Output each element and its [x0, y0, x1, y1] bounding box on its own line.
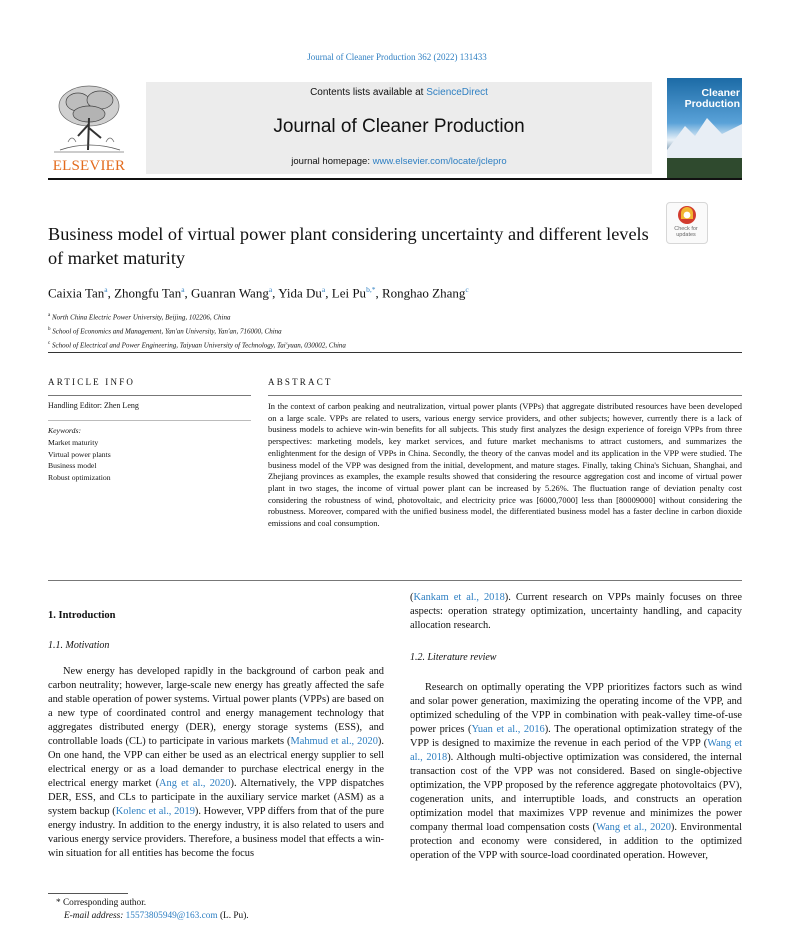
author-name[interactable]: Caixia Tan: [48, 285, 105, 301]
author-name[interactable]: Guanran Wang: [191, 285, 269, 301]
keyword: Robust optimization: [48, 472, 111, 482]
author-affiliation-mark[interactable]: a: [104, 285, 108, 294]
affiliation-list: [48, 310, 748, 351]
body-paragraph: New energy has developed rapidly in the background of carbon peak and carbon neutrality; however, large-scale new energy has greatly affected the safe and stable operation of power systems. Virtual power plants (VPPs) are based on a new type of coordinated control and energy management technology that aggregates distributed energy (DER), energy storage systems (ESS), and controllable loads (CL) to participate in various markets (Mahmud et al., 2020). On one hand, the VPP can either be used as an electrical energy supplier to sell electrical energy or as a load demander to purchase electrical energy in the electrical energy market (Ang et al., 2020). Alternatively, the VPP dispatches DER, ESS, and CLs to participate in the auxiliary service market (ASM) as a system backup (Kolenc et al., 2019). However, VPP differs from that of the pure energy industry. In addition to the energy industry, it is also related to users and various energy service providers. Therefore, a business model that effects a win-win situation for all entities has become the focus: [48, 666, 384, 859]
elsevier-wordmark[interactable]: ELSEVIER: [52, 158, 126, 174]
article-title: Business model of virtual power plant considering uncertainty and different levels of market maturity: [48, 224, 649, 268]
handling-editor: Handling Editor: Zhen Leng: [48, 401, 139, 410]
author-list: Caixia Tan$^a$, Zhongfu Tan$^a$, Guanran Wang$^a$, Yida Du$^a$, Lei $Pu^{b,*}$, Ronghao Zhang$^c$: [48, 285, 469, 301]
divider: [48, 580, 742, 581]
citation-link[interactable]: Yuan et al., 2016: [471, 724, 545, 735]
keywords-label: Keywords:: [48, 426, 82, 435]
body-paragraph: Research on optimally operating the VPP prioritizes factors such as wind and solar power generation, maximizing the operating income of the VPP, and optimized scheduling of the VPP in combination with peak-valley time-of-use power prices (Yuan et al., 2016). The operational optimization strategy of the VPP is designed to maximize the revenue in each period of the VPP (Wang et al., 2018). Although multi-objective optimization was considered, the internal transaction cost of the VPP was not considered. Based on single-objective optimization, the VPP proposed by the reference aggregate photovoltaics (PV), cogeneration units, and interruptible loads, and constructs an operation optimization model that maximizes VPP revenue and minimizes the power company thermal load compensation costs (Wang et al., 2020). Environmental protection and economy were considered, in addition to the optimized operation of the VPP with source-load coordinated operation. However,: [410, 682, 743, 861]
author-name[interactable]: Ronghao Zhang: [381, 285, 466, 301]
email-footnote: E-mail address: 15573805949@163.com (L. Pu).: [64, 911, 249, 921]
citation-link[interactable]: Wang et al., 2020: [596, 822, 671, 833]
citation-link[interactable]: Mahmud et al., 2020: [290, 736, 378, 747]
divider: [48, 420, 251, 421]
affiliation: $^c$ School of Electrical and Power Engineering, Taiyuan University of Technology, Tai'yuan, 030002, China: [48, 340, 346, 349]
divider: [268, 395, 742, 396]
abstract-text: In the context of carbon peaking and neutralization, virtual power plants (VPPs) that aggregate distributed resources have been developed on a large scale. VPPs are related to users, various energy service providers, and other subjects; however, currently there is a lack of business models to achieve win-win benefits for all subjects. This study first analyzes the design experience of foreign VPPs from three perspectives: marketing models, key market services, and future market mechanisms to attract customers, and summarizes the enlightenment for the design of VPPs in China. Secondly, the theory of the canvas model and its application in the VPP were studied. The business model of the VPP was designed from the initial, development, and mature stages. Finally, taking China's Sichuan, Shanghai, and Zhejiang provinces as examples, the example results showed that considering the resource aggregation cost and income of virtual power plant in two stages, the income of virtual power plant can be increased by 5.26%. The fluctuation range of deviation penalty cost considering the robustness of wind, photovoltaic, and electricity price was [6000,7000] less than [80009000] without considering the robustness. Moreover, compared with the unified business model, the differentiated business model has a faster decline in carbon dioxide emissions and coal consumption.: [268, 401, 742, 529]
keyword: Business model: [48, 461, 97, 470]
keyword: Virtual power plants: [48, 449, 111, 459]
section-heading-introduction: 1. Introduction: [48, 610, 116, 621]
author-name[interactable]: Lei Pu: [331, 285, 367, 301]
corresponding-author-note: * Corresponding author.: [56, 898, 147, 908]
divider: [48, 395, 251, 396]
journal-name[interactable]: Journal of Cleaner Production: [273, 116, 525, 137]
cover-title: Cleaner Production: [684, 87, 740, 110]
homepage-link[interactable]: www.elsevier.com/locate/jclepro: [372, 156, 507, 167]
check-for-updates-label: Check for updates: [674, 226, 698, 238]
affiliation: $^a$ North China Electric Power University, Beijing, 102206, China: [48, 313, 231, 322]
header-rule: [48, 178, 742, 180]
sciencedirect-link[interactable]: ScienceDirect: [426, 87, 488, 98]
author-affiliation-mark[interactable]: b,*: [366, 285, 376, 294]
citation-link[interactable]: Wang et al., 2018: [410, 738, 742, 763]
journal-citation[interactable]: Journal of Cleaner Production 362 (2022) 131433: [307, 52, 487, 62]
affiliation: $^b$ School of Economics and Management, Yan'an University, Yan'an, 716000, China: [48, 326, 282, 336]
citation-link[interactable]: Kankam et al., 2018: [413, 592, 505, 603]
citation-link[interactable]: Ang et al., 2020: [159, 778, 231, 789]
subsection-heading-literature-review: 1.2. Literature review: [410, 652, 497, 663]
author-name[interactable]: Zhongfu Tan: [114, 285, 182, 301]
journal-homepage-line: journal homepage: www.elsevier.com/locate/jclepro: [291, 156, 507, 167]
body-paragraph: (Kankam et al., 2018). Current research on VPPs mainly focuses on three aspects: operation strategy optimization, uncertainty handling, and capacity allocation research.: [410, 592, 743, 631]
citation-link[interactable]: Kolenc et al., 2019: [115, 806, 195, 817]
author-affiliation-mark[interactable]: c: [465, 285, 469, 294]
article-info-heading: ARTICLE INFO: [48, 377, 136, 387]
divider: [48, 352, 742, 353]
keyword: Market maturity: [48, 438, 99, 447]
author-affiliation-mark[interactable]: a: [181, 285, 185, 294]
author-affiliation-mark[interactable]: a: [268, 285, 273, 294]
abstract-heading: ABSTRACT: [268, 377, 333, 387]
author-name[interactable]: Yida Du: [278, 285, 322, 301]
keywords-list: [48, 437, 111, 483]
email-link[interactable]: 15573805949@163.com: [125, 911, 218, 921]
subsection-heading-motivation: 1.1. Motivation: [48, 640, 110, 651]
footnote-rule: [48, 893, 128, 894]
author-affiliation-mark[interactable]: a: [321, 285, 326, 294]
contents-available-line: Contents lists available at ScienceDirect: [310, 87, 488, 98]
